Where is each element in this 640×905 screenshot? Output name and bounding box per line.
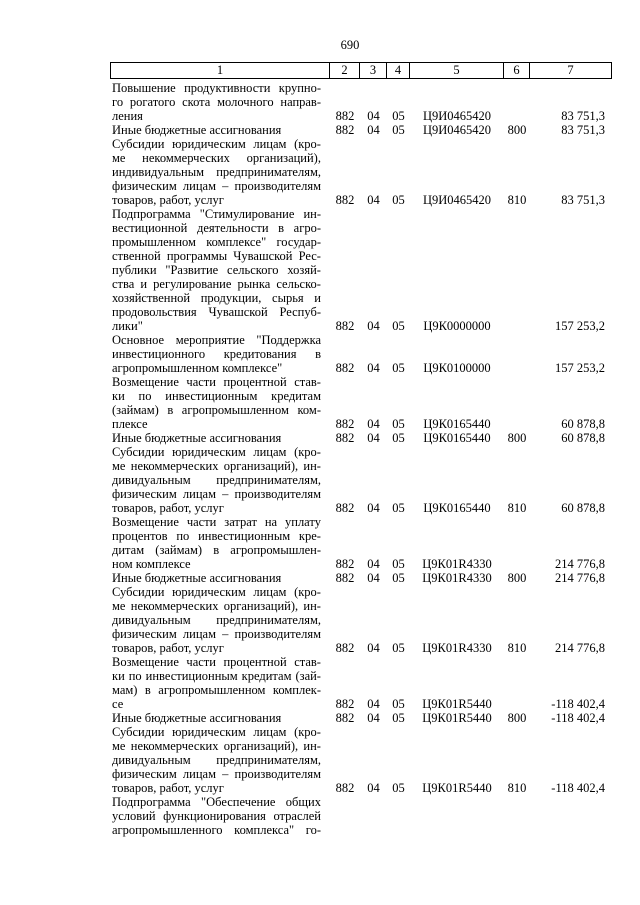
row-name-line: го рогатого скота молочного направ- (112, 95, 321, 109)
cell-target-item: Ц9И0465420 (422, 109, 492, 123)
row-name-line: вестиционной деятельности в агро- (112, 221, 321, 235)
cell-subsection: 05 (392, 557, 405, 571)
cell-amount: 214 776,8 (555, 571, 605, 585)
row-name-line: ления (112, 109, 143, 123)
cell-subsection: 05 (392, 109, 405, 123)
row-name-line: ме некоммерческих организаций), (112, 151, 321, 165)
table-row (110, 585, 612, 655)
cell-amount: -118 402,4 (551, 697, 605, 711)
column-header-3: 3 (360, 63, 387, 78)
row-name-line: Возмещение части процентной став- (112, 375, 321, 389)
table-row (110, 207, 612, 333)
table-row (110, 333, 612, 375)
cell-section: 04 (367, 193, 380, 207)
cell-subsection: 05 (392, 431, 405, 445)
table-row (110, 795, 612, 837)
row-name (110, 515, 330, 571)
cell-amount: 157 253,2 (555, 361, 605, 375)
row-name-line: дитам (займам) в агропромышлен- (112, 543, 321, 557)
cell-section: 04 (367, 417, 380, 431)
cell-target-item: Ц9К0165440 (423, 417, 491, 431)
row-name-line: хозяйственной продукции, сырья и (112, 291, 321, 305)
cell-amount: 214 776,8 (555, 557, 605, 571)
cell-ministry-code: 882 (335, 361, 355, 375)
row-name (110, 333, 330, 375)
row-name-line: продовольствия Чувашской Респуб- (112, 305, 321, 319)
row-name-line: товаров, работ, услуг (112, 641, 224, 655)
cell-expense-type: 800 (507, 571, 527, 585)
row-name-line: условий функционирования отраслей (112, 809, 321, 823)
cell-ministry-code: 882 (335, 557, 355, 571)
row-name-line: физическим лицам – производителям (112, 487, 321, 501)
cell-expense-type: 810 (507, 501, 527, 515)
column-header-6: 6 (504, 63, 530, 78)
cell-amount: -118 402,4 (551, 711, 605, 725)
row-name-line: ме некоммерческих организаций), ин- (112, 599, 321, 613)
row-name-line: се (112, 697, 124, 711)
row-name (110, 445, 330, 515)
cell-ministry-code: 882 (335, 193, 355, 207)
column-header-5: 5 (410, 63, 504, 78)
cell-ministry-code: 882 (335, 431, 355, 445)
row-name-line: Подпрограмма "Стимулирование ин- (112, 207, 321, 221)
row-name-line: лики" (112, 319, 143, 333)
cell-section: 04 (367, 571, 380, 585)
row-name-line: товаров, работ, услуг (112, 501, 224, 515)
cell-target-item: Ц9К01R5440 (422, 697, 492, 711)
cell-target-item: Ц9И0465420 (422, 193, 492, 207)
cell-target-item: Ц9К01R4330 (422, 641, 492, 655)
row-name-line: агропромышленного комплекса" го- (112, 823, 321, 837)
cell-target-item: Ц9К0000000 (423, 319, 491, 333)
cell-section: 04 (367, 431, 380, 445)
row-name-line: инвестиционного кредитования в (112, 347, 321, 361)
row-name (110, 585, 330, 655)
cell-expense-type: 810 (507, 193, 527, 207)
cell-expense-type: 800 (507, 123, 527, 137)
row-name-line: дивидуальным предпринимателям, (112, 473, 321, 487)
cell-section: 04 (367, 711, 380, 725)
cell-target-item: Ц9К01R5440 (422, 711, 492, 725)
cell-target-item: Ц9К0165440 (423, 431, 491, 445)
table-row (110, 123, 612, 137)
table-row (110, 445, 612, 515)
page-number: 690 (340, 38, 360, 52)
row-name-line: дивидуальным предпринимателям, (112, 613, 321, 627)
cell-expense-type: 810 (507, 641, 527, 655)
cell-target-item: Ц9К01R5440 (422, 781, 492, 795)
cell-amount: 83 751,3 (561, 109, 605, 123)
row-name (110, 725, 330, 795)
row-name-line: Субсидии юридическим лицам (кро- (112, 725, 321, 739)
cell-section: 04 (367, 109, 380, 123)
row-name-line: физическим лицам – производителям (112, 179, 321, 193)
cell-subsection: 05 (392, 641, 405, 655)
cell-subsection: 05 (392, 123, 405, 137)
row-name-line: ме некоммерческих организаций), ин- (112, 459, 321, 473)
cell-target-item: Ц9К0100000 (423, 361, 491, 375)
cell-section: 04 (367, 641, 380, 655)
row-name-line: товаров, работ, услуг (112, 781, 224, 795)
cell-expense-type: 800 (507, 711, 527, 725)
cell-amount: 214 776,8 (555, 641, 605, 655)
row-name-line: Субсидии юридическим лицам (кро- (112, 445, 321, 459)
cell-subsection: 05 (392, 193, 405, 207)
row-name-line: промышленном комплексе" государ- (112, 235, 321, 249)
cell-amount: 83 751,3 (561, 123, 605, 137)
row-name-line: физическим лицам – производителям (112, 767, 321, 781)
row-name (110, 137, 330, 207)
cell-subsection: 05 (392, 501, 405, 515)
row-name-line: Возмещение части затрат на уплату (112, 515, 321, 529)
row-name-line: процентов по инвестиционным кре- (112, 529, 321, 543)
cell-ministry-code: 882 (335, 501, 355, 515)
table-row (110, 375, 612, 431)
row-name-line: плексе (112, 417, 148, 431)
row-name-line: Иные бюджетные ассигнования (112, 431, 282, 445)
row-name-line: (займам) в агропромышленном ком- (112, 403, 321, 417)
cell-ministry-code: 882 (335, 571, 355, 585)
cell-amount: 83 751,3 (561, 193, 605, 207)
row-name-line: Иные бюджетные ассигнования (112, 123, 282, 137)
cell-ministry-code: 882 (335, 697, 355, 711)
cell-target-item: Ц9К0165440 (423, 501, 491, 515)
row-name-line: Подпрограмма "Обеспечение общих (112, 795, 321, 809)
cell-ministry-code: 882 (335, 109, 355, 123)
table-body (110, 81, 612, 837)
row-name (110, 81, 330, 123)
table-row (110, 725, 612, 795)
row-name-line: Субсидии юридическим лицам (кро- (112, 585, 321, 599)
row-name-line: ки по инвестиционным кредитам (зай- (112, 669, 321, 683)
cell-section: 04 (367, 557, 380, 571)
cell-expense-type: 800 (507, 431, 527, 445)
cell-section: 04 (367, 781, 380, 795)
table-row (110, 711, 612, 725)
cell-ministry-code: 882 (335, 319, 355, 333)
cell-target-item: Ц9К01R4330 (422, 571, 492, 585)
table-row (110, 431, 612, 445)
row-name-line: Повышение продуктивности крупно- (112, 81, 321, 95)
row-name-line: дивидуальным предпринимателям, (112, 753, 321, 767)
cell-ministry-code: 882 (335, 781, 355, 795)
cell-subsection: 05 (392, 571, 405, 585)
cell-ministry-code: 882 (335, 123, 355, 137)
row-name-line: ме некоммерческих организаций), ин- (112, 739, 321, 753)
cell-amount: 60 878,8 (561, 417, 605, 431)
row-name-line: Иные бюджетные ассигнования (112, 571, 282, 585)
row-name-line: мам) в агропромышленном комплек- (112, 683, 321, 697)
cell-amount: 60 878,8 (561, 431, 605, 445)
cell-section: 04 (367, 697, 380, 711)
cell-expense-type: 810 (507, 781, 527, 795)
row-name (110, 123, 330, 137)
cell-ministry-code: 882 (335, 417, 355, 431)
row-name-line: физическим лицам – производителям (112, 627, 321, 641)
column-header-1: 1 (111, 63, 330, 78)
table-header (110, 62, 612, 79)
table-row (110, 81, 612, 123)
cell-subsection: 05 (392, 361, 405, 375)
row-name-line: ном комплексе (112, 557, 191, 571)
row-name-line: ства и регулирование рынка сельско- (112, 277, 321, 291)
row-name-line: ки по инвестиционным кредитам (112, 389, 321, 403)
cell-section: 04 (367, 361, 380, 375)
row-name-line: ственной программы Чувашской Рес- (112, 249, 321, 263)
row-name (110, 795, 330, 837)
cell-amount: 60 878,8 (561, 501, 605, 515)
row-name (110, 207, 330, 333)
cell-subsection: 05 (392, 417, 405, 431)
cell-subsection: 05 (392, 711, 405, 725)
row-name (110, 655, 330, 711)
cell-section: 04 (367, 319, 380, 333)
row-name (110, 431, 330, 445)
row-name-line: индивидуальным предпринимателям, (112, 165, 321, 179)
column-header-4: 4 (387, 63, 410, 78)
cell-subsection: 05 (392, 781, 405, 795)
cell-amount: 157 253,2 (555, 319, 605, 333)
table-row (110, 137, 612, 207)
cell-target-item: Ц9И0465420 (422, 123, 492, 137)
row-name-line: Иные бюджетные ассигнования (112, 711, 282, 725)
row-name-line: Возмещение части процентной став- (112, 655, 321, 669)
row-name (110, 711, 330, 725)
cell-ministry-code: 882 (335, 711, 355, 725)
table-row (110, 655, 612, 711)
row-name-line: Субсидии юридическим лицам (кро- (112, 137, 321, 151)
column-header-2: 2 (330, 63, 360, 78)
column-header-7: 7 (567, 63, 574, 77)
cell-ministry-code: 882 (335, 641, 355, 655)
cell-amount: -118 402,4 (551, 781, 605, 795)
cell-subsection: 05 (392, 697, 405, 711)
table-row (110, 515, 612, 571)
row-name (110, 571, 330, 585)
row-name-line: товаров, работ, услуг (112, 193, 224, 207)
cell-section: 04 (367, 501, 380, 515)
row-name-line: Основное мероприятие "Поддержка (112, 333, 321, 347)
row-name (110, 375, 330, 431)
row-name-line: публики "Развитие сельского хозяй- (112, 263, 321, 277)
cell-subsection: 05 (392, 319, 405, 333)
cell-section: 04 (367, 123, 380, 137)
table-row (110, 571, 612, 585)
row-name-line: агропромышленном комплексе" (112, 361, 283, 375)
cell-target-item: Ц9К01R4330 (422, 557, 492, 571)
